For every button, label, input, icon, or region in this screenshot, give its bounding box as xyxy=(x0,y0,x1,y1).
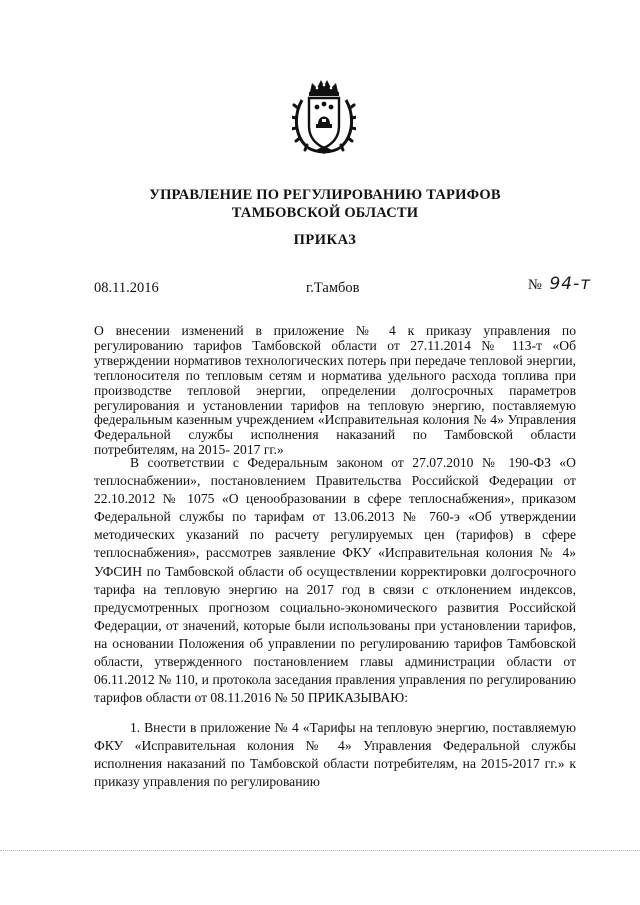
order-number-label: № xyxy=(528,277,542,293)
order-city: г.Тамбов xyxy=(306,280,360,296)
order-date: 08.11.2016 xyxy=(94,280,159,296)
preamble-paragraph: В соответствии с Федеральным законом от 27.07.2010 № 190-ФЗ «О теплоснабжении», постановлением Правительства Российской Федерации от 22.10.2012 № 1075 «О ценообразовании в сфере теплоснабжения», приказом Федеральной службы по тарифам от 13.06.2013 № 760-э «Об утверждении методических указаний по расчету регулируемых цен (тарифов) в сфере теплоснабжения», рассмотрев заявление ФКУ «Исправительная колония № 4» УФСИН по Тамбовской области об осуществлении корректировки долгосрочного тарифа на тепловую энергию на 2017 год в связи с отклонением индексов, предусмотренных прогнозом социально-экономического развития Российской Федерации, от значений, которые были использованы при установлении тарифов, на основании Положения об управлении по регулированию тарифов Тамбовской области, утвержденного постановлением главы администрации области от 06.11.2012 № 110, и протокола заседания правления управления по регулированию тарифов области от 08.11.2016 № 50 ПРИКАЗЫВАЮ: xyxy=(94,455,576,706)
document-type-title: ПРИКАЗ xyxy=(293,232,357,248)
order-number xyxy=(528,274,591,294)
organization-name xyxy=(80,186,570,222)
organization-name-line2: ТАМБОВСКОЙ ОБЛАСТИ xyxy=(231,205,419,221)
organization-name-line1: УПРАВЛЕНИЕ ПО РЕГУЛИРОВАНИЮ ТАРИФОВ xyxy=(149,187,501,203)
coat-of-arms-icon xyxy=(292,78,356,156)
order-item-1: 1. Внести в приложение № 4 «Тарифы на тепловую энергию, поставляемую ФКУ «Исправительная колония № 4» Управления Федеральной службы исполнения наказаний по Тамбовской области потребителям, на 2015-2017 гг.» к приказу управления по регулированию xyxy=(94,720,576,790)
order-number-handwritten: 94-т xyxy=(549,274,592,294)
scan-edge-divider xyxy=(0,850,640,852)
order-subject: О внесении изменений в приложение № 4 к приказу управления по регулированию тарифов Тамбовской области от 27.11.2014 № 113-т «Об утверждении нормативов технологических потерь при передаче тепловой энергии, теплоносителя по тепловым сетям и норматива удельного расхода топлива при производстве тепловой энергии, определении долгосрочных параметров регулирования и установлении тарифов на тепловую энергию, поставляемую федеральным казенным учреждением «Исправительная колония № 4» Управления Федеральной службы исполнения наказаний по Тамбовской области потребителям, на 2015- 2017 гг.» xyxy=(94,323,576,458)
